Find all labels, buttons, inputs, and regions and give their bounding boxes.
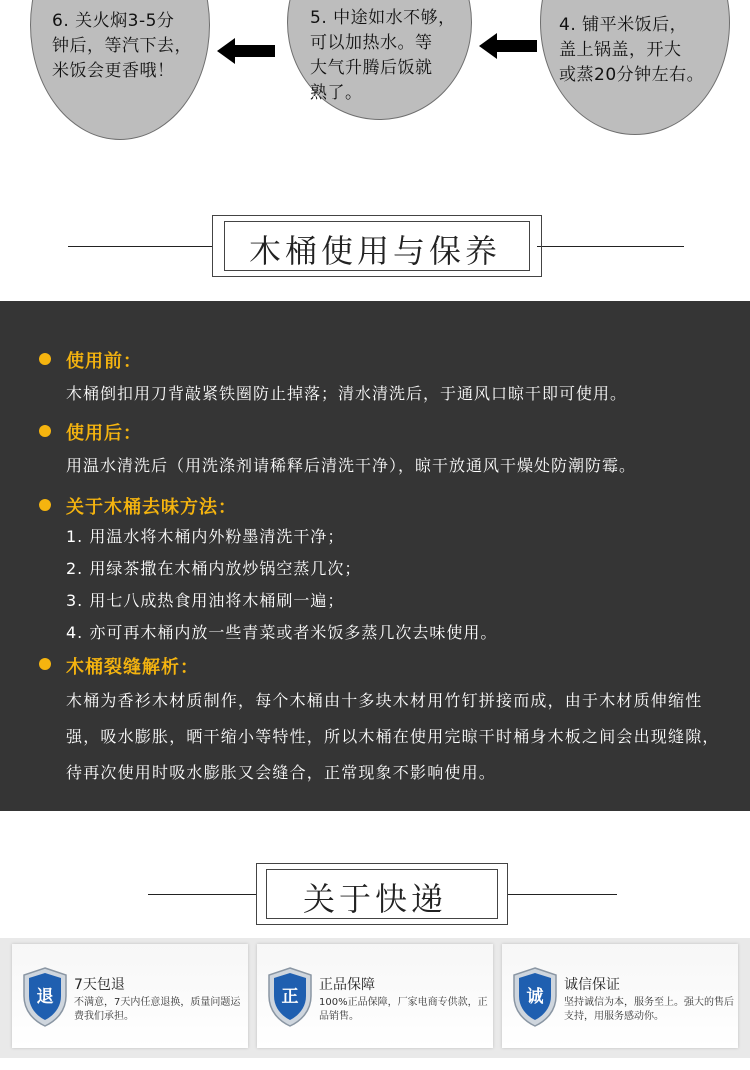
step-6-circle (30, 0, 210, 140)
care-odor-step-2: 2. 用绿茶撒在木桶内放炒锅空蒸几次； (66, 559, 362, 578)
guarantee-card-integrity (502, 944, 738, 1048)
care-panel (0, 301, 750, 811)
bullet-dot (39, 425, 51, 437)
care-odor-step-4: 4. 亦可再木桶内放一些青菜或者米饭多蒸几次去味使用。 (66, 623, 498, 642)
guarantee-title: 诚信保证 (564, 977, 620, 993)
shield-badge: 正 (281, 987, 299, 1007)
guarantee-card-return (12, 944, 248, 1048)
shield-icon (265, 966, 315, 1028)
guarantee-title: 7天包退 (74, 977, 125, 993)
section-title-shipping (0, 860, 750, 928)
shield-icon (510, 966, 560, 1028)
step-4-circle (540, 0, 730, 135)
care-before-text: 木桶倒扣用刀背敲紧铁圈防止掉落；清水清洗后，于通风口晾干即可使用。 (66, 384, 628, 403)
care-after-heading: 使用后： (66, 423, 142, 444)
guarantee-desc: 坚持诚信为本，服务至上。强大的售后支持，用服务感动你。 (564, 997, 734, 1022)
guarantee-desc: 100%正品保障，厂家电商专供款，正品销售。 (319, 997, 488, 1022)
bullet-dot (39, 658, 51, 670)
care-odor-step-3: 3. 用七八成热食用油将木桶刷一遍； (66, 591, 345, 610)
guarantee-desc: 不满意，7天内任意退换，质量问题运费我们承担。 (74, 997, 241, 1022)
guarantee-card-authentic (257, 944, 493, 1048)
care-crack-text: 木桶为香衫木材质制作，每个木桶由十多块木材用竹钉拼接而成，由于木材质伸缩性强，吸水膨胀，晒干缩小等特性，所以木桶在使用完晾干时桶身木板之间会出现缝隙，待再次使用时吸水膨胀又会缝合，正常现象不影响使用。 (66, 691, 720, 782)
step-6-text: 6. 关火焖3-5分 钟后，等汽下去， 米饭会更香哦！ (52, 11, 192, 81)
section-title-text: 木桶使用与保养 (248, 232, 501, 270)
arrow-left-icon (479, 33, 537, 59)
step-5-circle (287, 0, 472, 120)
shield-icon (20, 966, 70, 1028)
section-title-care (0, 212, 750, 278)
bullet-dot (39, 499, 51, 511)
care-before-heading: 使用前： (66, 351, 142, 372)
section-title-text: 关于快递 (302, 880, 447, 918)
bullet-dot (39, 353, 51, 365)
shield-badge: 退 (36, 987, 54, 1007)
shield-badge: 诚 (526, 987, 544, 1007)
guarantee-title: 正品保障 (319, 977, 375, 993)
care-odor-heading: 关于木桶去味方法： (66, 497, 237, 518)
step-4-text: 4. 铺平米饭后， 盖上锅盖，开大 或蒸20分钟左右。 (559, 15, 705, 85)
cooking-steps (0, 0, 750, 150)
care-odor-step-1: 1. 用温水将木桶内外粉墨清洗干净； (66, 527, 345, 546)
arrow-left-icon (217, 38, 275, 64)
guarantee-strip (0, 938, 750, 1058)
care-crack-heading: 木桶裂缝解析： (66, 657, 199, 678)
step-5-text: 5. 中途如水不够， 可以加热水。等 大气升腾后饭就 熟了。 (310, 8, 456, 103)
care-after-text: 用温水清洗后（用洗涤剂请稀释后清洗干净），晾干放通风干燥处防潮防霉。 (66, 456, 637, 475)
